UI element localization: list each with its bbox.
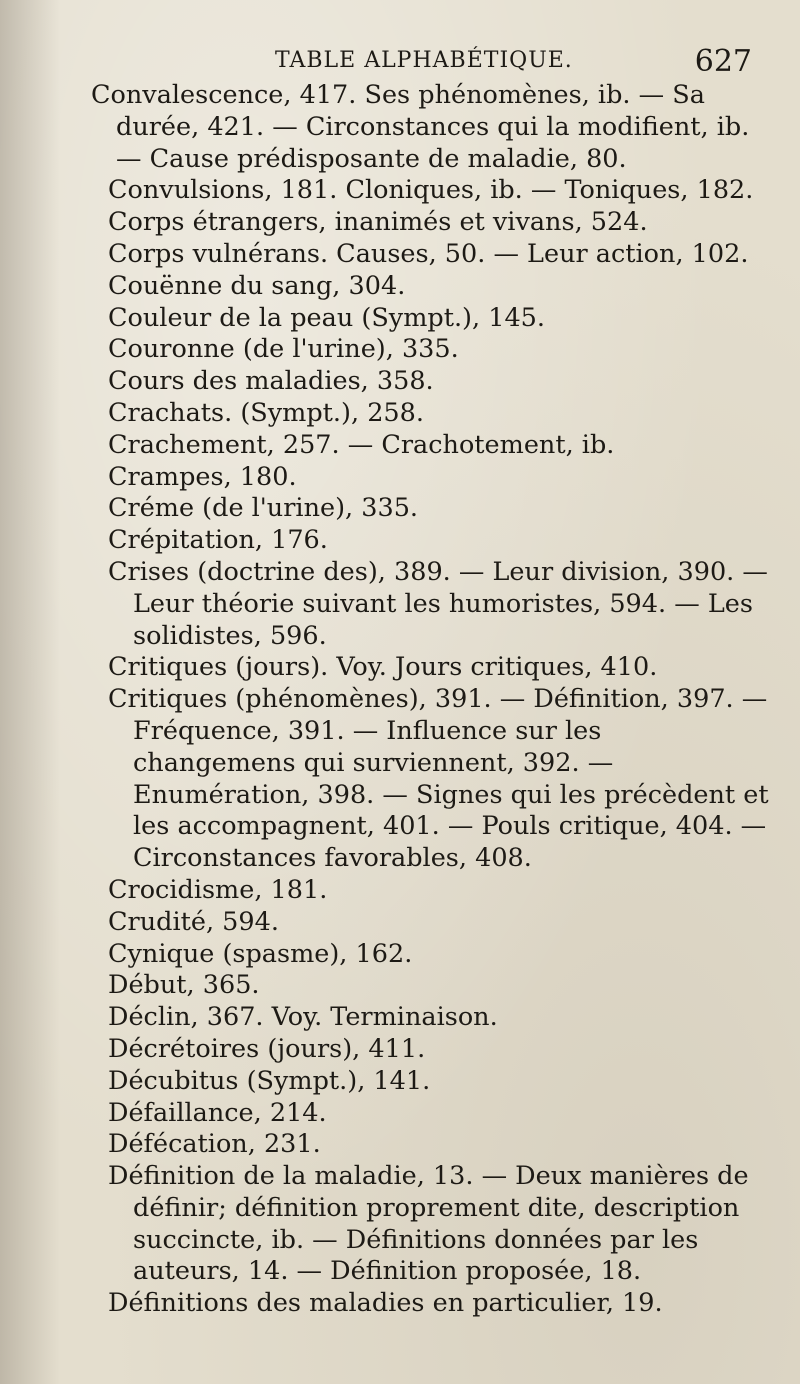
- index-entry: Crises (doctrine des), 389. — Leur division, 390. — Leur théorie suivant les humoristes, 594. — Les solidistes, 596.: [108, 556, 768, 651]
- index-entry: Couronne (de l'urine), 335.: [108, 334, 459, 365]
- page-header: [0, 44, 800, 84]
- index-entry: Convulsions, 181. Cloniques, ib. — Toniques, 182.: [108, 175, 754, 206]
- index-entry: Crudité, 594.: [108, 906, 279, 937]
- index-entry: Cynique (spasme), 162.: [108, 938, 413, 969]
- index-entry: Créme (de l'urine), 335.: [108, 493, 419, 524]
- index-entry: Définitions des maladies en particulier, 19.: [108, 1288, 663, 1319]
- index-entry: Définition de la maladie, 13. — Deux manières de définir; définition proprement dite, description succincte, ib. — Définitions données par les auteurs, 14. — Définition proposée, 18.: [108, 1161, 749, 1287]
- index-entry: Décrétoires (jours), 411.: [108, 1033, 426, 1064]
- index-entry: Convalescence, 417. Ses phénomènes, ib. — Sa durée, 421. — Circonstances qui la modifient, ib. — Cause prédisposante de maladie, 80.: [91, 80, 750, 174]
- index-entry: Critiques (phénomènes), 391. — Définition, 397. — Fréquence, 391. — Influence sur les changemens qui surviennent, 392. — Enumération, 398. — Signes qui les précèdent et les accompagnent, 401. — Pouls critique, 404. — Circonstances favorables, 408.: [108, 684, 769, 874]
- index-entry: Critiques (jours). Voy. Jours critiques, 410.: [108, 652, 658, 683]
- index-entry: Crépitation, 176.: [108, 525, 328, 556]
- index-entry: Déclin, 367. Voy. Terminaison.: [108, 1002, 498, 1033]
- index-entry: Décubitus (Sympt.), 141.: [108, 1065, 431, 1096]
- index-entry: Défécation, 231.: [108, 1129, 321, 1160]
- index-entry: Corps vulnérans. Causes, 50. — Leur action, 102.: [108, 238, 749, 269]
- index-entry: Couleur de la peau (Sympt.), 145.: [108, 302, 545, 333]
- index-entry: Crampes, 180.: [108, 461, 297, 492]
- page-number: 627: [694, 44, 752, 79]
- index-entry: Cours des maladies, 358.: [108, 366, 434, 397]
- index-entries: [0, 80, 800, 1320]
- running-title: TABLE ALPHABÉTIQUE.: [275, 48, 573, 73]
- index-entry: Crocidisme, 181.: [108, 874, 328, 905]
- index-entry: Couënne du sang, 304.: [108, 270, 406, 301]
- index-entry: Défaillance, 214.: [108, 1097, 327, 1128]
- index-entry: Début, 365.: [108, 970, 260, 1001]
- index-entry: Corps étrangers, inanimés et vivans, 524.: [108, 207, 648, 238]
- index-entry: Crachement, 257. — Crachotement, ib.: [108, 429, 615, 460]
- index-entry: Crachats. (Sympt.), 258.: [108, 397, 424, 428]
